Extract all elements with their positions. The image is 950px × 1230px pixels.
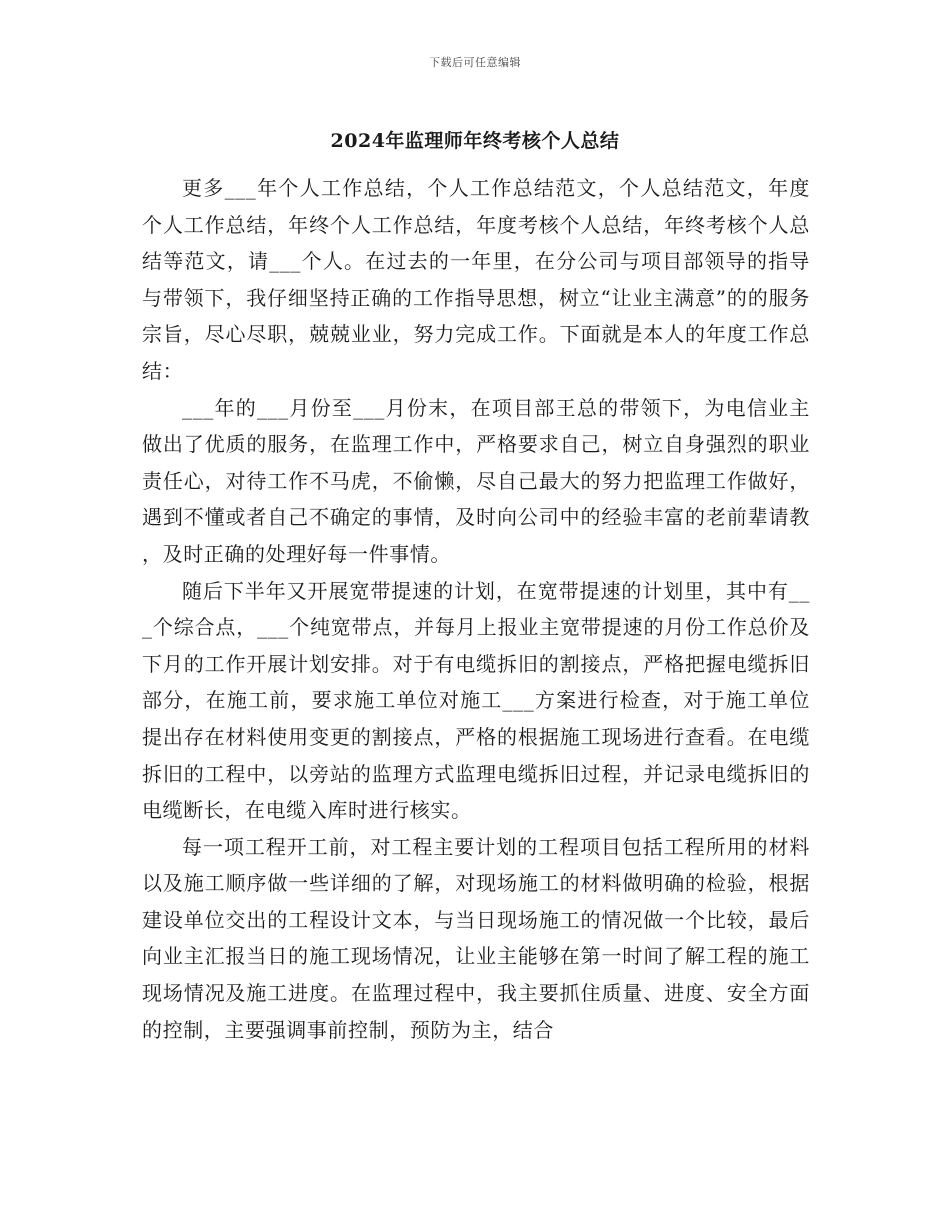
header-note: 下载后可任意编辑 xyxy=(429,56,521,69)
paragraph-1: 更多___年个人工作总结，个人工作总结范文，个人总结范文，年度个人工作总结，年终个人工作总结，年度考核个人总结，年终考核个人总结等范文，请___个人。在过去的一年里，在分公司与项目部领导的指导与带领下，我仔细坚持正确的工作指导思想，树立“让业主满意”的的服务宗旨，尽心尽职，兢兢业业，努力完成工作。下面就是本人的年度工作总结： xyxy=(142,176,810,383)
paragraph-2: ___年的___月份至___月份末，在项目部王总的带领下，为电信业主做出了优质的服务，在监理工作中，严格要求自己，树立自身强烈的职业责任心，对待工作不马虎，不偷懒，尽自己最大的努力把监理工作做好，遇到不懂或者自己不确定的事情，及时向公司中的经验丰富的老前辈请教，及时正确的处理好每一件事情。 xyxy=(142,395,810,566)
paragraph-3: 随后下半年又开展宽带提速的计划，在宽带提速的计划里，其中有___个综合点，___个纯宽带点，并每月上报业主宽带提速的月份工作总价及下月的工作开展计划安排。对于有电缆拆旧的割接点，严格把握电缆拆旧部分，在施工前，要求施工单位对施工___方案进行检查，对于施工单位提出存在材料使用变更的割接点，严格的根据施工现场进行查看。在电缆拆旧的工程中，以旁站的监理方式监理电缆拆旧过程，并记录电缆拆旧的电缆断长，在电缆入库时进行核实。 xyxy=(142,578,810,823)
paragraph-4: 每一项工程开工前，对工程主要计划的工程项目包括工程所用的材料以及施工顺序做一些详细的了解，对现场施工的材料做明确的检验，根据建设单位交出的工程设计文本，与当日现场施工的情况做一个比较，最后向业主汇报当日的施工现场情况，让业主能够在第一时间了解工程的施工现场情况及施工进度。在监理过程中，我主要抓住质量、进度、安全方面的控制，主要强调事前控制，预防为主，结合 xyxy=(142,834,810,1042)
document-body xyxy=(142,170,810,1048)
document-title: 2024年监理师年终考核个人总结 xyxy=(330,130,620,152)
